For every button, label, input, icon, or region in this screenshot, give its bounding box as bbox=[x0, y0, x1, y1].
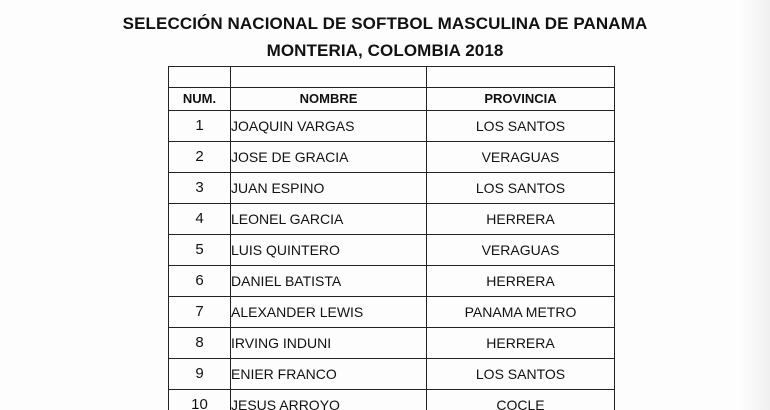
player-province: VERAGUAS bbox=[427, 235, 615, 266]
player-name: ALEXANDER LEWIS bbox=[231, 297, 427, 328]
player-number: 10 bbox=[169, 390, 231, 410]
player-province: LOS SANTOS bbox=[427, 359, 615, 390]
page-edge-shadow bbox=[740, 0, 770, 410]
player-number: 6 bbox=[169, 266, 231, 297]
player-name: IRVING INDUNI bbox=[231, 328, 427, 359]
player-province: HERRERA bbox=[427, 204, 615, 235]
player-number: 4 bbox=[169, 204, 231, 235]
player-name: JUAN ESPINO bbox=[231, 173, 427, 204]
player-number: 8 bbox=[169, 328, 231, 359]
player-name: LUIS QUINTERO bbox=[231, 235, 427, 266]
player-name: JOAQUIN VARGAS bbox=[231, 111, 427, 142]
player-number: 3 bbox=[169, 173, 231, 204]
document-title: SELECCIÓN NACIONAL DE SOFTBOL MASCULINA DE PANAMA bbox=[122, 14, 648, 33]
player-name: ENIER FRANCO bbox=[231, 359, 427, 390]
table-row bbox=[169, 111, 615, 142]
header-num: NUM. bbox=[169, 88, 231, 111]
player-province: COCLE bbox=[427, 390, 615, 410]
player-name: JESUS ARROYO bbox=[231, 390, 427, 410]
table-row bbox=[169, 204, 615, 235]
table-row bbox=[169, 235, 615, 266]
blank-cell bbox=[231, 67, 427, 88]
player-province: HERRERA bbox=[427, 266, 615, 297]
blank-cell bbox=[427, 67, 615, 88]
player-name: JOSE DE GRACIA bbox=[231, 142, 427, 173]
table-row bbox=[169, 266, 615, 297]
player-number: 1 bbox=[169, 111, 231, 142]
player-province: VERAGUAS bbox=[427, 142, 615, 173]
table-row bbox=[169, 142, 615, 173]
blank-cell bbox=[169, 67, 231, 88]
table-row bbox=[169, 297, 615, 328]
player-province: PANAMA METRO bbox=[427, 297, 615, 328]
roster-table bbox=[168, 66, 615, 410]
player-number: 7 bbox=[169, 297, 231, 328]
table-row bbox=[169, 359, 615, 390]
player-province: LOS SANTOS bbox=[427, 111, 615, 142]
header-name: NOMBRE bbox=[231, 88, 427, 111]
header-province: PROVINCIA bbox=[427, 88, 615, 111]
blank-row bbox=[169, 67, 615, 88]
player-number: 9 bbox=[169, 359, 231, 390]
player-number: 5 bbox=[169, 235, 231, 266]
player-province: LOS SANTOS bbox=[427, 173, 615, 204]
player-province: HERRERA bbox=[427, 328, 615, 359]
document-subtitle: MONTERIA, COLOMBIA 2018 bbox=[266, 41, 504, 60]
player-name: DANIEL BATISTA bbox=[231, 266, 427, 297]
table-row bbox=[169, 328, 615, 359]
table-row bbox=[169, 173, 615, 204]
player-number: 2 bbox=[169, 142, 231, 173]
player-name: LEONEL GARCIA bbox=[231, 204, 427, 235]
table-row bbox=[169, 390, 615, 410]
table-header-row bbox=[169, 88, 615, 111]
